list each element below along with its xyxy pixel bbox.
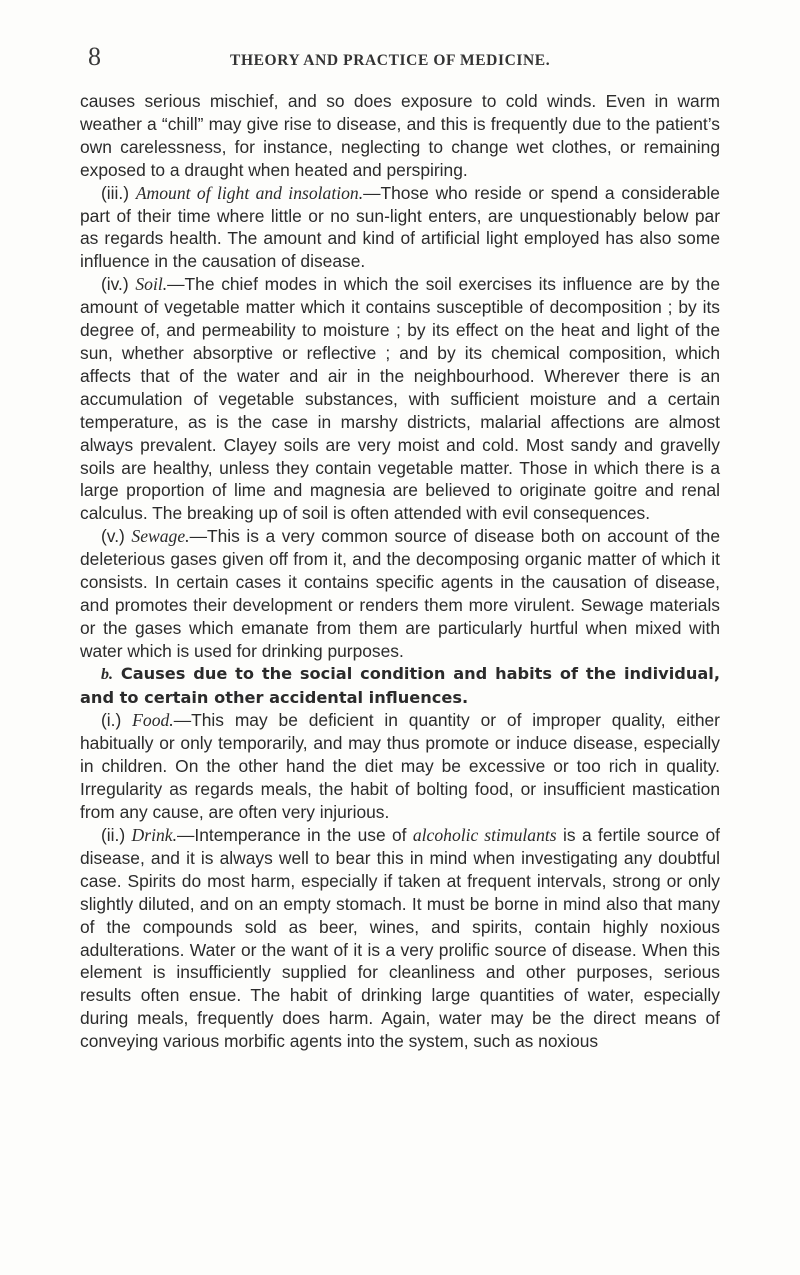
item-text: —This is a very common source of disease both on account of the deleterious gases given off from it, and the decomposing organic matter of which it consists. In certain cases it contains specific agents in the causation of disease, and promotes their development or renders them more virulent. Sewage materials or the gases which emanate from them are particularly hurtful when mixed with water which is used for drinking purposes. (80, 526, 720, 661)
paragraph-light-insolation (80, 182, 720, 274)
paragraph-sewage (80, 525, 720, 662)
paragraph-drink (80, 824, 720, 1053)
item-text: —The chief modes in which the soil exercises its influence are by the amount of vegetable matter which it contains susceptible of decomposition ; by its degree of, and permeability to moisture ; by its effect on the heat and light of the sun, whether absorptive or reflective ; and by its chemical composition, which affects that of the water and air in the neighbourhood. Wherever there is an accumulation of vegetable substances, with sufficient moisture and a certain temperature, as is the case in marshy districts, malarial affections are almost always prevalent. Clayey soils are very moist and cold. Most sandy and gravelly soils are healthy, unless they contain vegetable matter. Those in which there is a large proportion of lime and magnesia are believed to originate goitre and renal calculus. The breaking up of soil is often attended with evil consequences. (80, 274, 720, 524)
item-title: Sewage. (131, 526, 190, 547)
item-number: (v.) (101, 526, 125, 547)
paragraph-soil (80, 273, 720, 525)
item-text: —Those who reside or spend a considerable part of their time where little or no sun-light enters, are unquestionably below par as regards health. The amount and kind of artificial light employed has also some influence in the causation of disease. (80, 182, 720, 272)
item-title: Amount of light and insolation. (135, 182, 364, 203)
item-title-inline: alcoholic stimulants (412, 825, 557, 845)
running-title: THEORY AND PRACTICE OF MEDICINE. (230, 52, 551, 69)
item-text: is a fertile source of disease, and it is always well to bear this in mind when investigating any doubtful case. Spirits do most harm, especially if taken at frequent intervals, strong or only slightly diluted, and on an empty stomach. It must be borne in mind also that many of the compounds sold as beer, wines, and spirits, contain highly noxious adulterations. Water or the want of it is a very prolific source of disease. When this element is insufficiently supplied for cleanliness and other purposes, serious results often ensue. The habit of drinking large quantities of water, especially during meals, frequently does harm. Again, water may be the direct means of conveying various morbific agents into the system, such as noxious (80, 825, 720, 1052)
paragraph-continuation: causes serious mischief, and so does exposure to cold winds. Even in warm weather a “chill” may give rise to disease, and this is frequently due to the patient’s own carelessness, for instance, neglecting to change wet clothes, or remaining exposed to a draught when heated and perspiring. (80, 91, 720, 180)
page-number: 8 (88, 42, 101, 71)
item-number: (iii.) (101, 182, 130, 203)
item-text: —This may be deficient in quantity or of improper quality, either habitually or only temporarily, and may thus promote or induce disease, especially in children. On the other hand the diet may be excessive or too rich in quality. Irregularity as regards meals, the habit of bolting food, or insufficient mastication from any cause, are often very injurious. (80, 710, 720, 823)
item-title: Drink. (131, 825, 177, 845)
section-heading-text: Causes due to the social condition and habits of the individual, and to certain other accidental influences. (80, 663, 720, 707)
body-text (80, 90, 720, 1053)
item-number: (ii.) (101, 825, 126, 845)
item-text: —Intemperance in the use of (177, 825, 413, 845)
section-letter: b. (101, 665, 113, 683)
item-number: (i.) (101, 710, 122, 731)
item-title: Food. (132, 710, 174, 731)
item-number: (iv.) (101, 274, 129, 295)
page-header (80, 44, 720, 74)
paragraph-food (80, 709, 720, 824)
item-title: Soil. (135, 274, 168, 295)
section-heading-b (80, 663, 720, 710)
